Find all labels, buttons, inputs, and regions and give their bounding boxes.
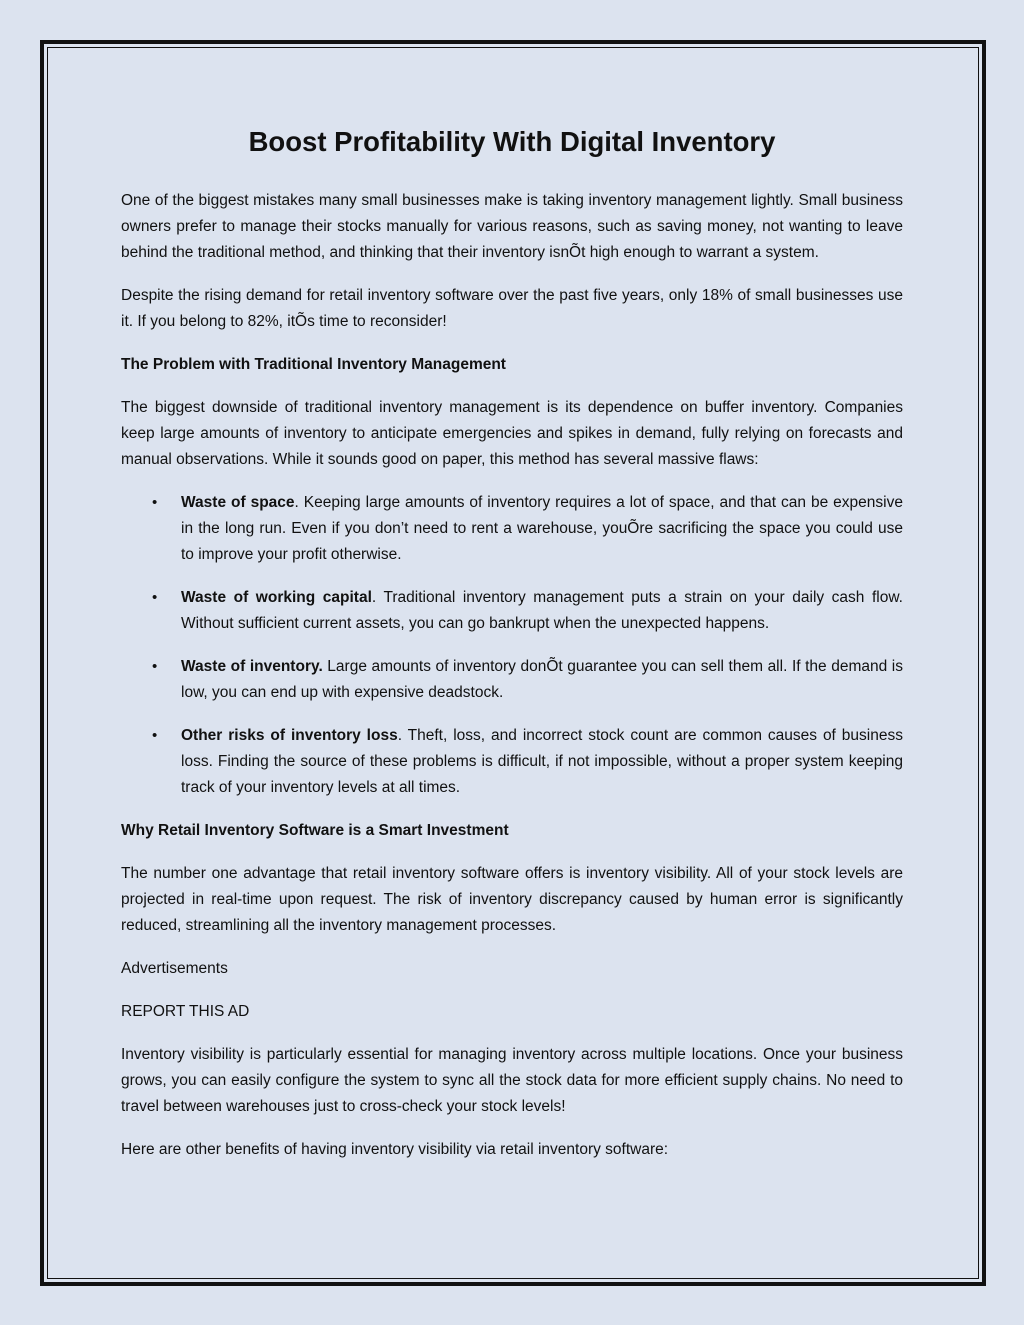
intro-paragraph-2: Despite the rising demand for retail inventory software over the past five years, only 18% of small businesses use it. If you belong to 82%, itÕs time to reconsider! (121, 287, 903, 330)
section-heading-investment: Why Retail Inventory Software is a Smart Investment (121, 822, 509, 839)
document-content (121, 120, 903, 1180)
list-item-text: . Traditional inventory management puts a strain on your daily cash flow. Without sufficient current assets, you can go bankrupt when the unexpected happens. (181, 589, 903, 632)
section-heading-problem: The Problem with Traditional Inventory Management (121, 356, 506, 373)
list-item-text: . Theft, loss, and incorrect stock count are common causes of business loss. Finding the source of these problems is difficult, if not impossible, without a proper system keeping track of your inventory levels at all times. (181, 727, 903, 796)
bullet-icon: • (152, 727, 158, 744)
flaws-list (121, 490, 903, 801)
list-item-text: . Keeping large amounts of inventory requires a lot of space, and that can be expensive in the long run. Even if you don’t need to rent a warehouse, youÕre sacrificing the space you could use to improve your profit otherwise. (181, 494, 903, 563)
investment-paragraph-1: The number one advantage that retail inventory software offers is inventory visibility. All of your stock levels are projected in real-time upon request. The risk of inventory discrepancy caused by human error is significantly reduced, streamlining all the inventory management processes. (121, 865, 903, 934)
intro-paragraph-1: One of the biggest mistakes many small businesses make is taking inventory management lightly. Small business owners prefer to manage their stocks manually for various reasons, such as saving money, not wanting to leave behind the traditional method, and thinking that their inventory isnÕt high enough to warrant a system. (121, 192, 903, 261)
list-item (121, 585, 903, 637)
document-title: Boost Profitability With Digital Inventory (248, 126, 776, 157)
investment-paragraph-3: Here are other benefits of having inventory visibility via retail inventory software: (121, 1141, 669, 1158)
list-item-term: Other risks of inventory loss (181, 727, 398, 744)
problem-paragraph: The biggest downside of traditional inventory management is its dependence on buffer inventory. Companies keep large amounts of inventory to anticipate emergencies and spikes in demand, fully relying on forecasts and manual observations. While it sounds good on paper, this method has several massive flaws: (121, 399, 903, 468)
advertisements-label: Advertisements (121, 960, 228, 977)
list-item-text: Large amounts of inventory donÕt guarantee you can sell them all. If the demand is low, you can end up with expensive deadstock. (181, 658, 903, 701)
list-item-term: Waste of space (181, 494, 295, 511)
list-item-term: Waste of working capital (181, 589, 372, 606)
investment-paragraph-2: Inventory visibility is particularly essential for managing inventory across multiple locations. Once your business grows, you can easily configure the system to sync all the stock data for more efficient supply chains. No need to travel between warehouses just to cross-check your stock levels! (121, 1046, 903, 1115)
bullet-icon: • (152, 589, 158, 606)
list-item (121, 723, 903, 801)
list-item (121, 490, 903, 568)
bullet-icon: • (152, 658, 158, 675)
report-ad-link[interactable]: REPORT THIS AD (121, 1003, 250, 1020)
list-item (121, 654, 903, 706)
bullet-icon: • (152, 494, 158, 511)
list-item-term: Waste of inventory. (181, 658, 323, 675)
